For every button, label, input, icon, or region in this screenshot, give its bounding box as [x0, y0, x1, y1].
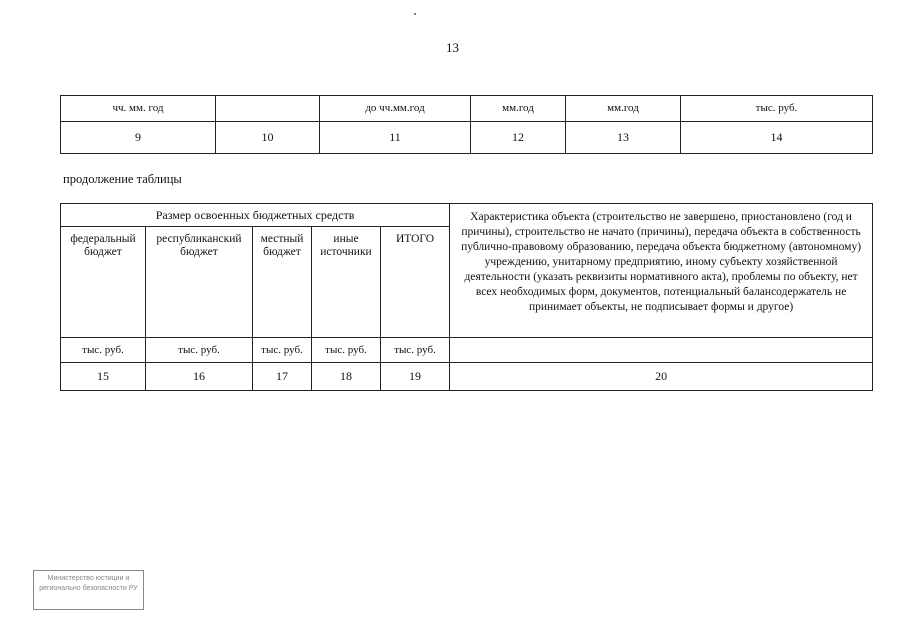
top-header-cell: до чч.мм.год	[320, 96, 471, 122]
bottom-table	[60, 203, 873, 391]
local-budget-header: местный бюджет	[253, 227, 312, 338]
unit-cell: тыс. руб.	[253, 338, 312, 363]
total-header: ИТОГО	[381, 227, 450, 338]
top-table	[60, 95, 873, 154]
bottom-table-number-row	[61, 363, 873, 391]
column-number: 9	[61, 122, 216, 154]
unit-cell: тыс. руб.	[381, 338, 450, 363]
column-number: 14	[681, 122, 873, 154]
column-number: 13	[566, 122, 681, 154]
characteristic-header: Характеристика объекта (строительство не завершено, приостановлено (год и причины), строительство не начато (причины), передача объекта в собственность публично-правовому образованию, передача объекта бюджетному (автономному) учреждению, унитарному предприятию, иному субъекту хозяйственной деятельности (указать реквизиты нормативного акта), проблемы по объекту, нет всех необходимых форм, документов, потенциальный балансодержатель не принимает объекты, не подписывает формы и другое)	[450, 204, 873, 338]
budget-header: Размер освоенных бюджетных средств	[61, 204, 450, 227]
column-number: 17	[253, 363, 312, 391]
top-header-cell: чч. мм. год	[61, 96, 216, 122]
top-header-cell: мм.год	[471, 96, 566, 122]
unit-cell: тыс. руб.	[146, 338, 253, 363]
other-sources-header: иные источники	[312, 227, 381, 338]
top-table-header-row	[61, 96, 873, 122]
column-number: 20	[450, 363, 873, 391]
speck	[414, 13, 416, 15]
republican-budget-header: республиканский бюджет	[146, 227, 253, 338]
federal-budget-header: федеральный бюджет	[61, 227, 146, 338]
column-number: 12	[471, 122, 566, 154]
column-number: 15	[61, 363, 146, 391]
page-number: 13	[446, 40, 459, 55]
unit-cell	[450, 338, 873, 363]
continuation-label: продолжение таблицы	[63, 172, 182, 186]
column-number: 16	[146, 363, 253, 391]
bottom-table-header-row	[61, 204, 873, 227]
column-number: 10	[216, 122, 320, 154]
unit-cell: тыс. руб.	[61, 338, 146, 363]
top-table-number-row	[61, 122, 873, 154]
unit-cell: тыс. руб.	[312, 338, 381, 363]
bottom-table-unit-row	[61, 338, 873, 363]
column-number: 19	[381, 363, 450, 391]
top-header-cell: мм.год	[566, 96, 681, 122]
column-number: 11	[320, 122, 471, 154]
top-header-cell	[216, 96, 320, 122]
registration-stamp: Министерство юстиции и регионально безопасности РУ	[33, 570, 144, 610]
column-number: 18	[312, 363, 381, 391]
top-header-cell: тыс. руб.	[681, 96, 873, 122]
